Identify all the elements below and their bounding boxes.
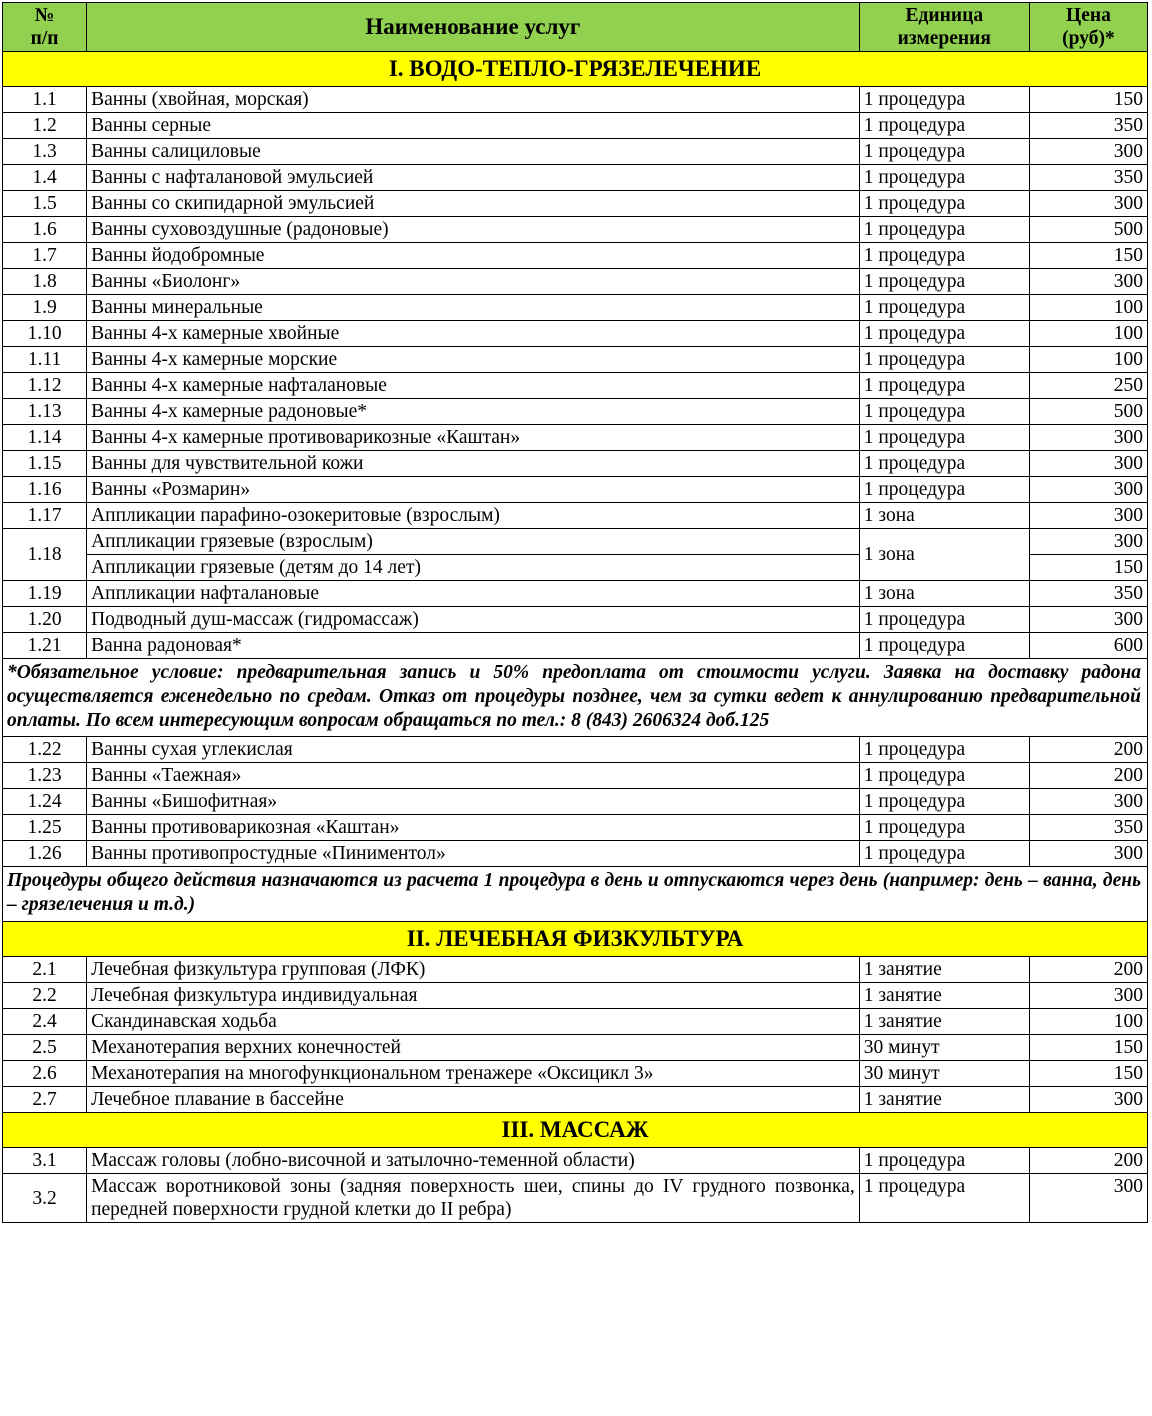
row-service-name: Ванны сухая углекислая (87, 737, 860, 763)
row-number: 1.9 (3, 295, 87, 321)
row-unit: 30 минут (859, 1035, 1029, 1061)
table-row (3, 737, 1148, 763)
section-title: III. МАССАЖ (3, 1113, 1148, 1148)
row-price: 150 (1029, 555, 1147, 581)
row-number: 1.18 (3, 529, 87, 581)
row-service-name: Ванны для чувствительной кожи (87, 451, 860, 477)
row-number: 1.6 (3, 217, 87, 243)
row-unit: 1 занятие (859, 1087, 1029, 1113)
header-number-line2: п/п (30, 28, 59, 49)
row-service-name: Ванны противоварикозная «Каштан» (87, 815, 860, 841)
row-service-name: Ванны (хвойная, морская) (87, 87, 860, 113)
row-price: 200 (1029, 763, 1147, 789)
table-row (3, 607, 1148, 633)
row-number: 1.10 (3, 321, 87, 347)
table-row (3, 581, 1148, 607)
row-price: 300 (1029, 425, 1147, 451)
table-row (3, 451, 1148, 477)
row-price: 100 (1029, 1009, 1147, 1035)
table-row (3, 529, 1148, 555)
row-price: 150 (1029, 1035, 1147, 1061)
table-row (3, 113, 1148, 139)
row-service-name: Механотерапия верхних конечностей (87, 1035, 860, 1061)
header-unit-line1: Единица (905, 5, 984, 26)
header-unit-line2: измерения (897, 28, 991, 49)
row-price: 350 (1029, 113, 1147, 139)
row-unit: 1 процедура (859, 191, 1029, 217)
row-number: 1.23 (3, 763, 87, 789)
header-price-line2: (руб)* (1062, 28, 1115, 49)
row-number: 1.22 (3, 737, 87, 763)
row-unit: 1 процедура (859, 243, 1029, 269)
row-unit: 1 процедура (859, 321, 1029, 347)
row-unit: 1 процедура (859, 373, 1029, 399)
price-list-table (2, 2, 1148, 1223)
table-row (3, 1061, 1148, 1087)
row-price: 200 (1029, 957, 1147, 983)
row-service-name: Ванны суховоздушные (радоновые) (87, 217, 860, 243)
section-title: II. ЛЕЧЕБНАЯ ФИЗКУЛЬТУРА (3, 922, 1148, 957)
table-row (3, 269, 1148, 295)
row-unit: 1 процедура (859, 789, 1029, 815)
row-unit: 1 процедура (859, 165, 1029, 191)
row-number: 1.14 (3, 425, 87, 451)
table-row (3, 191, 1148, 217)
table-row (3, 139, 1148, 165)
row-number: 1.24 (3, 789, 87, 815)
row-price: 300 (1029, 841, 1147, 867)
row-price: 300 (1029, 983, 1147, 1009)
table-row (3, 295, 1148, 321)
row-service-name: Аппликации нафталановые (87, 581, 860, 607)
row-number: 1.12 (3, 373, 87, 399)
table-row (3, 1148, 1148, 1174)
section-title: I. ВОДО-ТЕПЛО-ГРЯЗЕЛЕЧЕНИЕ (3, 52, 1148, 87)
table-row (3, 789, 1148, 815)
row-unit: 30 минут (859, 1061, 1029, 1087)
table-body (3, 52, 1148, 1223)
row-unit: 1 процедура (859, 763, 1029, 789)
table-row (3, 633, 1148, 659)
row-number: 2.7 (3, 1087, 87, 1113)
section-heading-2 (3, 922, 1148, 957)
row-number: 2.1 (3, 957, 87, 983)
row-service-name: Ванны серные (87, 113, 860, 139)
table-row (3, 243, 1148, 269)
row-price: 200 (1029, 737, 1147, 763)
row-price: 150 (1029, 87, 1147, 113)
row-unit: 1 процедура (859, 477, 1029, 503)
row-number: 1.4 (3, 165, 87, 191)
row-number: 1.2 (3, 113, 87, 139)
row-price: 300 (1029, 477, 1147, 503)
row-service-name: Подводный душ-массаж (гидромассаж) (87, 607, 860, 633)
table-row (3, 1087, 1148, 1113)
row-number: 1.3 (3, 139, 87, 165)
row-price: 350 (1029, 581, 1147, 607)
section-heading-3 (3, 1113, 1148, 1148)
row-unit: 1 процедура (859, 607, 1029, 633)
row-number: 1.11 (3, 347, 87, 373)
row-price: 250 (1029, 373, 1147, 399)
row-service-name: Лечебное плавание в бассейне (87, 1087, 860, 1113)
section-heading-1 (3, 52, 1148, 87)
table-row (3, 503, 1148, 529)
row-service-name: Ванны 4-х камерные противоварикозные «Каштан» (87, 425, 860, 451)
header-price-line1: Цена (1066, 5, 1111, 26)
row-unit: 1 зона (859, 581, 1029, 607)
row-number: 1.21 (3, 633, 87, 659)
row-number: 1.13 (3, 399, 87, 425)
table-row (3, 957, 1148, 983)
row-unit: 1 процедура (859, 841, 1029, 867)
footnote-text: Процедуры общего действия назначаются из расчета 1 процедура в день и отпускаются через день (например: день – ванна, день – грязелечения и т.д.) (3, 867, 1148, 922)
row-service-name: Массаж воротниковой зоны (задняя поверхность шеи, спины до IV грудного позвонка, передней поверхности грудной клетки до II ребра) (87, 1174, 860, 1223)
row-service-name: Ванны «Таежная» (87, 763, 860, 789)
row-unit: 1 занятие (859, 957, 1029, 983)
row-price: 300 (1029, 451, 1147, 477)
row-price: 600 (1029, 633, 1147, 659)
row-service-name: Лечебная физкультура групповая (ЛФК) (87, 957, 860, 983)
row-number: 1.25 (3, 815, 87, 841)
table-row (3, 763, 1148, 789)
row-service-name: Аппликации грязевые (детям до 14 лет) (87, 555, 860, 581)
row-price: 300 (1029, 607, 1147, 633)
row-service-name: Ванны 4-х камерные нафталановые (87, 373, 860, 399)
row-price: 300 (1029, 191, 1147, 217)
header-cell-unit (859, 3, 1029, 52)
table-row (3, 1035, 1148, 1061)
row-service-name: Аппликации парафино-озокеритовые (взрослым) (87, 503, 860, 529)
table-row (3, 321, 1148, 347)
row-service-name: Аппликации грязевые (взрослым) (87, 529, 860, 555)
row-unit: 1 процедура (859, 451, 1029, 477)
row-price: 300 (1029, 529, 1147, 555)
footnote-radon (3, 659, 1148, 737)
row-number: 2.2 (3, 983, 87, 1009)
table-row (3, 1009, 1148, 1035)
header-cell-service-name: Наименование услуг (87, 3, 860, 52)
row-service-name: Ванны йодобромные (87, 243, 860, 269)
table-row (3, 983, 1148, 1009)
row-unit: 1 процедура (859, 269, 1029, 295)
row-service-name: Ванны 4-х камерные морские (87, 347, 860, 373)
price-list-document (0, 2, 1152, 1223)
row-unit: 1 процедура (859, 425, 1029, 451)
row-service-name: Массаж головы (лобно-височной и затылочно-теменной области) (87, 1148, 860, 1174)
table-row (3, 477, 1148, 503)
row-number: 1.7 (3, 243, 87, 269)
table-row (3, 165, 1148, 191)
row-service-name: Механотерапия на многофункциональном тренажере «Оксицикл 3» (87, 1061, 860, 1087)
row-unit: 1 процедура (859, 139, 1029, 165)
row-number: 1.26 (3, 841, 87, 867)
table-row (3, 425, 1148, 451)
row-number: 1.15 (3, 451, 87, 477)
row-unit: 1 процедура (859, 87, 1029, 113)
row-unit: 1 процедура (859, 737, 1029, 763)
row-number: 1.20 (3, 607, 87, 633)
row-number: 1.8 (3, 269, 87, 295)
footnote-general-procedures (3, 867, 1148, 922)
row-unit: 1 зона (859, 503, 1029, 529)
row-unit: 1 процедура (859, 633, 1029, 659)
row-price: 300 (1029, 1087, 1147, 1113)
row-number: 1.16 (3, 477, 87, 503)
row-unit: 1 зона (859, 529, 1029, 581)
table-row (3, 1174, 1148, 1223)
row-unit: 1 процедура (859, 113, 1029, 139)
row-price: 500 (1029, 217, 1147, 243)
row-number: 1.19 (3, 581, 87, 607)
table-row (3, 217, 1148, 243)
row-number: 2.5 (3, 1035, 87, 1061)
row-number: 3.2 (3, 1174, 87, 1223)
table-row (3, 347, 1148, 373)
row-unit: 1 процедура (859, 399, 1029, 425)
row-service-name: Ванны минеральные (87, 295, 860, 321)
table-row (3, 841, 1148, 867)
row-service-name: Ванны салициловые (87, 139, 860, 165)
row-service-name: Ванны со скипидарной эмульсией (87, 191, 860, 217)
row-service-name: Скандинавская ходьба (87, 1009, 860, 1035)
row-number: 3.1 (3, 1148, 87, 1174)
table-row (3, 87, 1148, 113)
row-unit: 1 процедура (859, 217, 1029, 243)
row-price: 300 (1029, 139, 1147, 165)
row-price: 500 (1029, 399, 1147, 425)
row-unit: 1 процедура (859, 295, 1029, 321)
row-price: 150 (1029, 1061, 1147, 1087)
row-service-name: Лечебная физкультура индивидуальная (87, 983, 860, 1009)
table-header (3, 3, 1148, 52)
row-unit: 1 процедура (859, 1174, 1029, 1223)
row-price: 100 (1029, 321, 1147, 347)
row-price: 300 (1029, 269, 1147, 295)
row-price: 350 (1029, 815, 1147, 841)
row-unit: 1 процедура (859, 1148, 1029, 1174)
header-cell-price (1029, 3, 1147, 52)
row-unit: 1 процедура (859, 815, 1029, 841)
header-cell-number (3, 3, 87, 52)
row-service-name: Ванны «Розмарин» (87, 477, 860, 503)
row-price: 300 (1029, 789, 1147, 815)
header-number-line1: № (34, 5, 55, 26)
row-price: 300 (1029, 503, 1147, 529)
table-row (3, 373, 1148, 399)
row-service-name: Ванны противопростудные «Пиниментол» (87, 841, 860, 867)
row-unit: 1 занятие (859, 1009, 1029, 1035)
row-price: 150 (1029, 243, 1147, 269)
row-number: 2.4 (3, 1009, 87, 1035)
row-price: 350 (1029, 165, 1147, 191)
row-price: 100 (1029, 347, 1147, 373)
row-price: 300 (1029, 1174, 1147, 1223)
row-service-name: Ванны с нафталановой эмульсией (87, 165, 860, 191)
row-unit: 1 занятие (859, 983, 1029, 1009)
row-price: 100 (1029, 295, 1147, 321)
row-number: 1.17 (3, 503, 87, 529)
row-service-name: Ванны 4-х камерные радоновые* (87, 399, 860, 425)
row-price: 200 (1029, 1148, 1147, 1174)
row-unit: 1 процедура (859, 347, 1029, 373)
row-number: 1.5 (3, 191, 87, 217)
row-service-name: Ванна радоновая* (87, 633, 860, 659)
row-service-name: Ванны «Бишофитная» (87, 789, 860, 815)
row-service-name: Ванны «Биолонг» (87, 269, 860, 295)
table-row (3, 399, 1148, 425)
row-service-name: Ванны 4-х камерные хвойные (87, 321, 860, 347)
footnote-text: *Обязательное условие: предварительная запись и 50% предоплата от стоимости услуги. Заявка на доставку радона осуществляется еженедельно по средам. Отказ от процедуры позднее, чем за сутки ведет к аннулированию предварительной оплаты. По всем интересующим вопросам обращаться по тел.: 8 (843) 2606324 доб.125 (3, 659, 1148, 737)
row-number: 1.1 (3, 87, 87, 113)
table-row (3, 815, 1148, 841)
row-number: 2.6 (3, 1061, 87, 1087)
